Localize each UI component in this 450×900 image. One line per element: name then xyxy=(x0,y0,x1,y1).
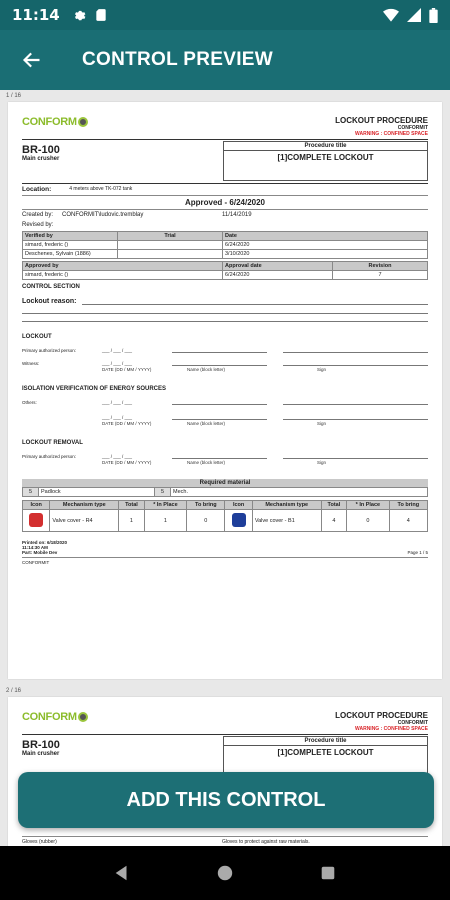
printed-time: 11:14:30 AM xyxy=(22,545,48,550)
system-nav-bar xyxy=(0,846,450,900)
mech-to-bring: 0 xyxy=(187,510,225,532)
mech-header: Total xyxy=(119,501,145,510)
pdf-page xyxy=(8,102,442,679)
ppe-description: Gloves to protect against raw materials. xyxy=(222,839,310,845)
nav-home-icon[interactable] xyxy=(216,864,234,882)
isolation-section-title: ISOLATION VERIFICATION OF ENERGY SOURCES xyxy=(22,386,167,392)
lockout-reason-label: Lockout reason: xyxy=(22,298,77,305)
mech-type: Valve cover - R4 xyxy=(50,510,119,532)
page-number-label: 2 / 16 xyxy=(6,688,22,694)
created-by-value: CONFORMIT\ludovic.tremblay xyxy=(62,212,144,218)
conformit-logo: CONFORM xyxy=(22,711,88,723)
battery-icon xyxy=(429,8,438,23)
page-number-label: 1 / 16 xyxy=(6,93,22,99)
name-caption: Name (block letter) xyxy=(187,367,226,372)
approval-date: 6/24/2020 xyxy=(223,271,333,280)
date-field: ___ / ___ / ___ xyxy=(102,361,133,366)
revision-header: Revision xyxy=(333,262,428,271)
primary-person-label: Primary authorized person: xyxy=(22,348,77,353)
created-by-label: Created by: xyxy=(22,212,54,218)
approver-name: simard, frederic () xyxy=(23,271,223,280)
mech-header: Mechanism type xyxy=(252,501,321,510)
removal-section-title: LOCKOUT REMOVAL xyxy=(22,440,83,446)
name-caption: Name (block letter) xyxy=(187,421,226,426)
sign-caption: Sign xyxy=(317,460,327,465)
equipment-id: BR-100 xyxy=(22,144,60,156)
procedure-title: [1]COMPLETE LOCKOUT xyxy=(223,746,428,776)
approved-status: Approved - 6/24/2020 xyxy=(184,198,266,207)
date-field: ___ / ___ / ___ xyxy=(102,348,133,353)
status-time: 11:14 xyxy=(12,6,60,24)
page-footer: Page 1 / 5 xyxy=(407,550,428,555)
date-field: ___ / ___ / ___ xyxy=(102,415,133,420)
verified-by-header: Verified by xyxy=(23,232,118,241)
valve-cover-red-icon xyxy=(29,513,43,527)
date-caption: DATE (DD / MM / YYYY) xyxy=(102,460,152,465)
lockout-document xyxy=(22,116,428,565)
sign-caption: Sign xyxy=(317,421,327,426)
mech-header: Total xyxy=(321,501,347,510)
procedure-title-label: Procedure title xyxy=(223,141,428,151)
mechanism-table xyxy=(22,500,428,532)
verifier-date: 3/10/2020 xyxy=(223,250,428,259)
mech-header: Mechanism type xyxy=(50,501,119,510)
material-name: Padlock xyxy=(39,488,155,497)
printed-on: Printed on: 6/18/2020 xyxy=(22,540,68,545)
page-title: CONTROL PREVIEW xyxy=(82,49,273,70)
mech-header: To bring xyxy=(389,501,427,510)
approval-table xyxy=(22,261,428,280)
document-subtitle: CONFORMIT xyxy=(397,720,428,726)
verifier-date: 6/24/2020 xyxy=(223,241,428,250)
material-qty: 5 xyxy=(155,488,171,497)
add-control-button[interactable]: ADD THIS CONTROL xyxy=(18,772,434,828)
witness-label: Witness: xyxy=(22,361,40,366)
lockout-section-title: LOCKOUT xyxy=(22,334,52,340)
pdf-preview[interactable] xyxy=(0,90,450,846)
others-label: Others: xyxy=(22,400,37,405)
mech-header: Icon xyxy=(23,501,50,510)
mech-total: 4 xyxy=(321,510,347,532)
mech-in-place: 1 xyxy=(144,510,186,532)
status-bar xyxy=(0,0,450,30)
wifi-icon xyxy=(383,8,399,22)
signal-icon xyxy=(407,8,421,22)
app-bar xyxy=(0,30,450,90)
approval-date-header: Approval date xyxy=(223,262,333,271)
conformit-logo: CONFORM xyxy=(22,116,88,128)
date-caption: DATE (DD / MM / YYYY) xyxy=(102,367,152,372)
document-title: LOCKOUT PROCEDURE xyxy=(335,711,428,720)
date-caption: DATE (DD / MM / YYYY) xyxy=(102,421,152,426)
mech-header: To bring xyxy=(187,501,225,510)
equipment-name: Main crusher xyxy=(22,156,60,162)
mech-type: Valve cover - B1 xyxy=(252,510,321,532)
required-material-header: Required material xyxy=(22,479,428,487)
material-qty: 5 xyxy=(23,488,39,497)
mech-header: * In Place xyxy=(144,501,186,510)
name-caption: Name (block letter) xyxy=(187,460,226,465)
equipment-id: BR-100 xyxy=(22,739,60,751)
settings-icon xyxy=(72,8,86,22)
warning-text: WARNING : CONFINED SPACE xyxy=(355,726,428,732)
created-date: 11/14/2019 xyxy=(222,212,252,218)
mech-total: 1 xyxy=(119,510,145,532)
revision-value: 7 xyxy=(333,271,428,280)
location-value: 4 meters above TK-072 tank xyxy=(69,186,133,192)
verified-table xyxy=(22,231,428,259)
mech-header: Icon xyxy=(225,501,252,510)
nav-back-icon[interactable] xyxy=(113,864,131,882)
primary-person-label: Primary authorized person: xyxy=(22,454,77,459)
ppe-item: Gloves (rubber) xyxy=(22,839,57,845)
footer-brand: CONFORMIT xyxy=(22,557,428,565)
sign-caption: Sign xyxy=(317,367,327,372)
document-title: LOCKOUT PROCEDURE xyxy=(335,116,428,125)
procedure-title-label: Procedure title xyxy=(223,736,428,746)
nav-recents-icon[interactable] xyxy=(319,864,337,882)
equipment-name: Main crusher xyxy=(22,751,60,757)
document-subtitle: CONFORMIT xyxy=(397,125,428,131)
date-field: ___ / ___ / ___ xyxy=(102,400,133,405)
trial-header: Trial xyxy=(118,232,223,241)
verifier-name: simard, frederic () xyxy=(23,241,118,250)
sd-card-icon xyxy=(94,8,108,22)
valve-cover-blue-icon xyxy=(232,513,246,527)
date-field: ___ / ___ / ___ xyxy=(102,454,133,459)
mech-to-bring: 4 xyxy=(389,510,427,532)
material-table xyxy=(22,487,428,497)
control-section-title: CONTROL SECTION xyxy=(22,284,80,290)
material-name: Mech. xyxy=(171,488,428,497)
revised-by-label: Revised by: xyxy=(22,222,54,228)
arrow-left-icon xyxy=(22,50,42,70)
date-header: Date xyxy=(223,232,428,241)
verifier-name: Deschenes, Sylvain (1886) xyxy=(23,250,118,259)
part-label: Part: Mobile Dev xyxy=(22,550,58,555)
warning-text: WARNING : CONFINED SPACE xyxy=(355,131,428,137)
mech-in-place: 0 xyxy=(347,510,389,532)
procedure-title: [1]COMPLETE LOCKOUT xyxy=(223,151,428,181)
location-label: Location: xyxy=(22,186,52,193)
mech-header: * In Place xyxy=(347,501,389,510)
back-button[interactable] xyxy=(0,30,64,90)
approved-by-header: Approved by xyxy=(23,262,223,271)
